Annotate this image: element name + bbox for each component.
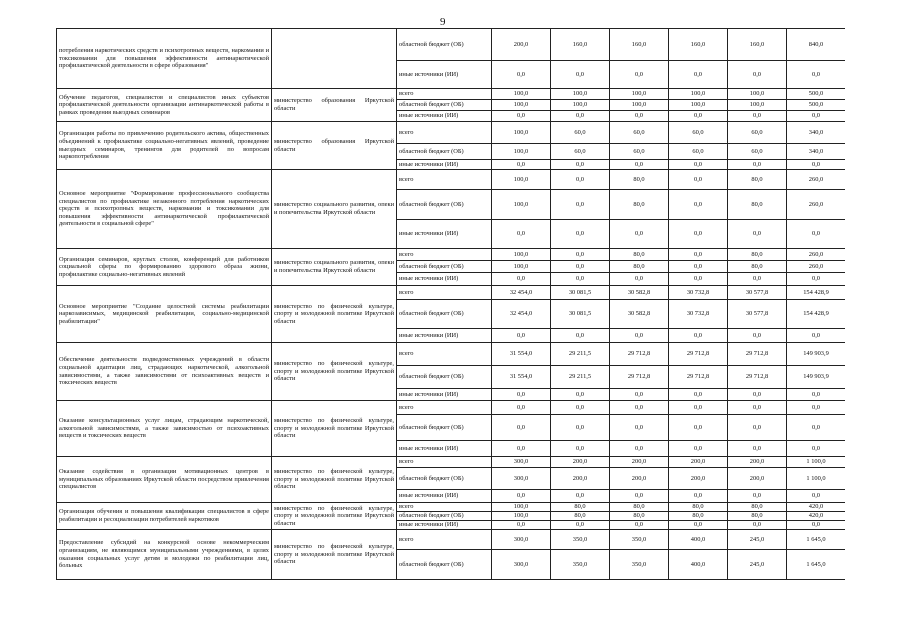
value-year-5-cell: 80,0 (728, 249, 787, 261)
value-year-3-cell: 100,0 (610, 89, 669, 100)
value-year-1-cell: 31 554,0 (492, 366, 551, 389)
value-year-4-cell: 0,0 (669, 490, 728, 503)
value-year-5-cell: 30 577,8 (728, 300, 787, 329)
value-year-2-cell: 29 211,5 (551, 343, 610, 366)
budget-table-sheet (56, 28, 845, 592)
funding-source-cell: областной бюджет (ОБ) (397, 300, 492, 329)
activity-title-cell: Оказание консультационных услуг лицам, страдающим наркотической, алкогольной зависимостями, а также зависимостью от психоактивных веществ и токсических веществ (57, 401, 272, 457)
value-total-cell: 154 428,9 (787, 286, 846, 300)
value-year-5-cell: 60,0 (728, 122, 787, 144)
value-year-4-cell: 0,0 (669, 441, 728, 457)
funding-source-cell: иные источники (ИИ) (397, 61, 492, 89)
value-year-1-cell: 300,0 (492, 457, 551, 468)
value-year-2-cell: 60,0 (551, 144, 610, 160)
funding-source-cell: иные источники (ИИ) (397, 521, 492, 530)
value-year-4-cell: 160,0 (669, 29, 728, 61)
value-year-4-cell: 0,0 (669, 329, 728, 343)
value-year-1-cell: 0,0 (492, 220, 551, 249)
value-total-cell: 154 428,9 (787, 300, 846, 329)
activity-title-cell: потребления наркотических средств и психотропных веществ, наркомании и токсикомании для повышения эффективности антинаркотической профилактической деятельности в сфере образования" (57, 29, 272, 89)
value-year-5-cell: 0,0 (728, 389, 787, 401)
funding-source-cell: областной бюджет (ОБ) (397, 512, 492, 521)
activity-title-cell: Предоставление субсидий на конкурсной основе некоммерческим организациям, не являющимся муниципальными учреждениями, в целях оказания социальных услуг детям и молодежи по реабилитации лиц, больных (57, 530, 272, 580)
value-year-4-cell: 80,0 (669, 503, 728, 512)
value-total-cell: 340,0 (787, 122, 846, 144)
funding-source-cell: всего (397, 122, 492, 144)
value-year-5-cell: 0,0 (728, 415, 787, 441)
value-year-1-cell: 100,0 (492, 100, 551, 111)
value-total-cell: 420,0 (787, 512, 846, 521)
value-year-2-cell: 0,0 (551, 249, 610, 261)
value-year-1-cell: 200,0 (492, 29, 551, 61)
value-year-1-cell: 32 454,0 (492, 286, 551, 300)
value-year-5-cell: 245,0 (728, 530, 787, 550)
value-year-3-cell: 80,0 (610, 512, 669, 521)
table-row (57, 530, 846, 550)
value-year-1-cell: 0,0 (492, 490, 551, 503)
value-total-cell: 500,0 (787, 89, 846, 100)
value-year-5-cell: 100,0 (728, 100, 787, 111)
value-year-3-cell: 80,0 (610, 190, 669, 220)
funding-source-cell: областной бюджет (ОБ) (397, 144, 492, 160)
value-total-cell: 260,0 (787, 261, 846, 273)
value-year-4-cell: 400,0 (669, 550, 728, 580)
value-year-3-cell: 350,0 (610, 550, 669, 580)
value-total-cell: 0,0 (787, 111, 846, 122)
value-year-3-cell: 0,0 (610, 441, 669, 457)
table-row (57, 457, 846, 468)
funding-source-cell: иные источники (ИИ) (397, 389, 492, 401)
funding-source-cell: всего (397, 401, 492, 415)
table-row (57, 503, 846, 512)
funding-source-cell: всего (397, 89, 492, 100)
value-total-cell: 0,0 (787, 160, 846, 170)
value-year-4-cell: 0,0 (669, 170, 728, 190)
value-year-3-cell: 60,0 (610, 144, 669, 160)
table-row (57, 343, 846, 366)
value-total-cell: 0,0 (787, 273, 846, 286)
value-year-2-cell: 0,0 (551, 401, 610, 415)
value-total-cell: 0,0 (787, 61, 846, 89)
value-year-3-cell: 0,0 (610, 61, 669, 89)
funding-source-cell: иные источники (ИИ) (397, 441, 492, 457)
funding-source-cell: областной бюджет (ОБ) (397, 550, 492, 580)
value-year-4-cell: 200,0 (669, 457, 728, 468)
value-year-5-cell: 80,0 (728, 190, 787, 220)
value-year-1-cell: 100,0 (492, 261, 551, 273)
value-year-2-cell: 0,0 (551, 389, 610, 401)
funding-source-cell: иные источники (ИИ) (397, 111, 492, 122)
executor-cell: министерство образования Иркутской области (272, 122, 397, 170)
value-year-1-cell: 300,0 (492, 550, 551, 580)
value-year-5-cell: 60,0 (728, 144, 787, 160)
value-year-3-cell: 80,0 (610, 170, 669, 190)
table-row (57, 286, 846, 300)
value-year-3-cell: 0,0 (610, 329, 669, 343)
value-year-5-cell: 29 712,8 (728, 366, 787, 389)
value-year-1-cell: 100,0 (492, 122, 551, 144)
activity-title-cell: Организация семинаров, круглых столов, конференций для работников социальной сферы по формированию здорового образа жизни, профилактике социально-негативных явлений (57, 249, 272, 286)
value-year-5-cell: 0,0 (728, 220, 787, 249)
activity-title-cell: Обеспечение деятельности подведомственных учреждений в области социальной адаптации лиц, страдающих наркотической, алкогольной зависимостями, а также зависимостями от психоактивных веществ и токсических веществ (57, 343, 272, 401)
value-year-5-cell: 0,0 (728, 521, 787, 530)
value-year-3-cell: 80,0 (610, 249, 669, 261)
value-year-3-cell: 200,0 (610, 468, 669, 490)
value-year-4-cell: 29 712,8 (669, 343, 728, 366)
value-year-4-cell: 0,0 (669, 401, 728, 415)
value-year-4-cell: 0,0 (669, 111, 728, 122)
value-year-2-cell: 0,0 (551, 170, 610, 190)
funding-source-cell: областной бюджет (ОБ) (397, 261, 492, 273)
value-year-1-cell: 0,0 (492, 521, 551, 530)
table-row (57, 170, 846, 190)
value-total-cell: 0,0 (787, 490, 846, 503)
value-year-2-cell: 80,0 (551, 503, 610, 512)
value-total-cell: 260,0 (787, 170, 846, 190)
value-year-2-cell: 0,0 (551, 111, 610, 122)
funding-source-cell: всего (397, 170, 492, 190)
funding-source-cell: всего (397, 249, 492, 261)
value-year-3-cell: 80,0 (610, 261, 669, 273)
value-year-1-cell: 100,0 (492, 190, 551, 220)
value-year-5-cell: 160,0 (728, 29, 787, 61)
funding-source-cell: иные источники (ИИ) (397, 220, 492, 249)
value-year-5-cell: 80,0 (728, 503, 787, 512)
value-year-2-cell: 0,0 (551, 190, 610, 220)
value-year-1-cell: 0,0 (492, 160, 551, 170)
value-year-1-cell: 0,0 (492, 329, 551, 343)
value-year-4-cell: 0,0 (669, 61, 728, 89)
executor-cell: министерство по физической культуре, спорту и молодежной политике Иркутской области (272, 401, 397, 457)
value-year-4-cell: 0,0 (669, 415, 728, 441)
value-year-2-cell: 0,0 (551, 220, 610, 249)
value-year-2-cell: 0,0 (551, 329, 610, 343)
value-year-4-cell: 0,0 (669, 249, 728, 261)
value-year-1-cell: 0,0 (492, 61, 551, 89)
value-year-2-cell: 30 081,5 (551, 286, 610, 300)
value-year-5-cell: 0,0 (728, 273, 787, 286)
executor-cell: министерство по физической культуре, спорту и молодежной политике Иркутской области (272, 343, 397, 401)
executor-cell: министерство по физической культуре, спорту и молодежной политике Иркутской области (272, 286, 397, 343)
executor-cell: министерство социального развития, опеки и попечительства Иркутской области (272, 249, 397, 286)
value-year-2-cell: 0,0 (551, 441, 610, 457)
value-total-cell: 0,0 (787, 521, 846, 530)
value-total-cell: 260,0 (787, 190, 846, 220)
value-year-2-cell: 100,0 (551, 89, 610, 100)
value-year-2-cell: 160,0 (551, 29, 610, 61)
value-year-1-cell: 100,0 (492, 512, 551, 521)
value-year-4-cell: 0,0 (669, 389, 728, 401)
value-total-cell: 500,0 (787, 100, 846, 111)
value-total-cell: 1 100,0 (787, 468, 846, 490)
executor-cell: министерство по физической культуре, спорту и молодежной политике Иркутской области (272, 503, 397, 530)
value-year-3-cell: 350,0 (610, 530, 669, 550)
funding-source-cell: иные источники (ИИ) (397, 329, 492, 343)
value-year-2-cell: 0,0 (551, 261, 610, 273)
value-total-cell: 840,0 (787, 29, 846, 61)
value-year-3-cell: 0,0 (610, 389, 669, 401)
value-total-cell: 0,0 (787, 220, 846, 249)
value-year-2-cell: 80,0 (551, 512, 610, 521)
value-year-5-cell: 30 577,8 (728, 286, 787, 300)
value-year-2-cell: 350,0 (551, 550, 610, 580)
value-year-1-cell: 0,0 (492, 273, 551, 286)
value-total-cell: 0,0 (787, 441, 846, 457)
value-year-3-cell: 0,0 (610, 160, 669, 170)
value-year-3-cell: 30 582,8 (610, 286, 669, 300)
executor-cell: министерство по физической культуре, спорту и молодежной политике Иркутской области (272, 530, 397, 580)
value-year-5-cell: 245,0 (728, 550, 787, 580)
value-year-3-cell: 160,0 (610, 29, 669, 61)
value-year-3-cell: 0,0 (610, 111, 669, 122)
value-year-3-cell: 100,0 (610, 100, 669, 111)
value-year-5-cell: 0,0 (728, 160, 787, 170)
value-year-5-cell: 100,0 (728, 89, 787, 100)
funding-source-cell: областной бюджет (ОБ) (397, 100, 492, 111)
table-row (57, 249, 846, 261)
value-year-2-cell: 200,0 (551, 468, 610, 490)
value-year-1-cell: 300,0 (492, 530, 551, 550)
value-year-3-cell: 0,0 (610, 220, 669, 249)
value-year-2-cell: 29 211,5 (551, 366, 610, 389)
value-year-3-cell: 80,0 (610, 503, 669, 512)
value-year-2-cell: 0,0 (551, 160, 610, 170)
value-year-3-cell: 0,0 (610, 415, 669, 441)
page-number: 9 (440, 16, 446, 28)
value-total-cell: 0,0 (787, 401, 846, 415)
executor-cell (272, 29, 397, 89)
value-year-4-cell: 60,0 (669, 144, 728, 160)
activity-title-cell: Организация обучения и повышения квалификации специалистов в сфере реабилитации и ресоциализации потребителей наркотиков (57, 503, 272, 530)
value-year-3-cell: 0,0 (610, 521, 669, 530)
value-total-cell: 0,0 (787, 329, 846, 343)
value-year-1-cell: 0,0 (492, 111, 551, 122)
value-year-2-cell: 0,0 (551, 490, 610, 503)
activity-title-cell: Обучение педагогов, специалистов и специалистов иных субъектов профилактической деятельности организации антинаркотической работы в рамках проведения выездных семинаров (57, 89, 272, 122)
funding-source-cell: всего (397, 503, 492, 512)
funding-source-cell: областной бюджет (ОБ) (397, 468, 492, 490)
value-total-cell: 1 645,0 (787, 530, 846, 550)
value-year-1-cell: 0,0 (492, 441, 551, 457)
value-year-4-cell: 80,0 (669, 512, 728, 521)
value-year-1-cell: 31 554,0 (492, 343, 551, 366)
value-year-3-cell: 30 582,8 (610, 300, 669, 329)
value-year-4-cell: 29 712,8 (669, 366, 728, 389)
value-year-1-cell: 100,0 (492, 249, 551, 261)
value-total-cell: 0,0 (787, 389, 846, 401)
value-year-5-cell: 0,0 (728, 329, 787, 343)
table-row (57, 29, 846, 61)
value-total-cell: 260,0 (787, 249, 846, 261)
value-year-2-cell: 0,0 (551, 415, 610, 441)
value-total-cell: 420,0 (787, 503, 846, 512)
value-year-1-cell: 0,0 (492, 415, 551, 441)
budget-table (56, 28, 845, 580)
value-year-4-cell: 0,0 (669, 160, 728, 170)
value-year-1-cell: 100,0 (492, 503, 551, 512)
value-year-5-cell: 80,0 (728, 170, 787, 190)
executor-cell: министерство по физической культуре, спорту и молодежной политике Иркутской области (272, 457, 397, 503)
table-row (57, 401, 846, 415)
value-year-4-cell: 30 732,8 (669, 286, 728, 300)
executor-cell: министерство образования Иркутской области (272, 89, 397, 122)
value-total-cell: 340,0 (787, 144, 846, 160)
value-total-cell: 1 100,0 (787, 457, 846, 468)
value-year-4-cell: 30 732,8 (669, 300, 728, 329)
funding-source-cell: областной бюджет (ОБ) (397, 366, 492, 389)
value-year-5-cell: 80,0 (728, 261, 787, 273)
value-year-2-cell: 0,0 (551, 521, 610, 530)
value-year-5-cell: 29 712,8 (728, 343, 787, 366)
value-year-4-cell: 400,0 (669, 530, 728, 550)
value-year-1-cell: 100,0 (492, 144, 551, 160)
value-year-5-cell: 0,0 (728, 111, 787, 122)
value-year-1-cell: 0,0 (492, 401, 551, 415)
value-year-3-cell: 0,0 (610, 401, 669, 415)
funding-source-cell: иные источники (ИИ) (397, 273, 492, 286)
value-year-4-cell: 0,0 (669, 220, 728, 249)
value-year-5-cell: 0,0 (728, 441, 787, 457)
value-year-1-cell: 300,0 (492, 468, 551, 490)
funding-source-cell: областной бюджет (ОБ) (397, 29, 492, 61)
value-year-1-cell: 32 454,0 (492, 300, 551, 329)
value-total-cell: 0,0 (787, 415, 846, 441)
value-year-5-cell: 0,0 (728, 401, 787, 415)
value-year-4-cell: 100,0 (669, 89, 728, 100)
value-year-1-cell: 100,0 (492, 170, 551, 190)
funding-source-cell: областной бюджет (ОБ) (397, 415, 492, 441)
funding-source-cell: всего (397, 530, 492, 550)
value-year-1-cell: 100,0 (492, 89, 551, 100)
activity-title-cell: Основное мероприятие "Создание целостной системы реабилитации наркозависимых, медицинской реабилитации, социально-медицинской реабилитации" (57, 286, 272, 343)
table-row (57, 89, 846, 100)
value-year-4-cell: 0,0 (669, 190, 728, 220)
value-year-2-cell: 100,0 (551, 100, 610, 111)
funding-source-cell: областной бюджет (ОБ) (397, 190, 492, 220)
value-year-5-cell: 200,0 (728, 468, 787, 490)
value-total-cell: 1 645,0 (787, 550, 846, 580)
value-year-3-cell: 29 712,8 (610, 343, 669, 366)
value-year-2-cell: 350,0 (551, 530, 610, 550)
value-year-5-cell: 200,0 (728, 457, 787, 468)
value-year-5-cell: 80,0 (728, 512, 787, 521)
value-year-3-cell: 0,0 (610, 490, 669, 503)
activity-title-cell: Оказание содействия в организации мотивационных центров в муниципальных образованиях Иркутской области посредством привлечения специалистов (57, 457, 272, 503)
activity-title-cell: Основное мероприятие "Формирование профессионального сообщества специалистов по профилактике незаконного потребления наркотических средств и психотропных веществ, наркомании и токсикомании для повышения эффективности антинаркотической профилактической деятельности в социальной сфере" (57, 170, 272, 249)
funding-source-cell: всего (397, 457, 492, 468)
value-year-2-cell: 0,0 (551, 61, 610, 89)
value-year-2-cell: 0,0 (551, 273, 610, 286)
value-year-4-cell: 100,0 (669, 100, 728, 111)
value-year-4-cell: 60,0 (669, 122, 728, 144)
value-year-3-cell: 200,0 (610, 457, 669, 468)
executor-cell: министерство социального развития, опеки и попечительства Иркутской области (272, 170, 397, 249)
funding-source-cell: всего (397, 343, 492, 366)
value-year-4-cell: 0,0 (669, 261, 728, 273)
value-year-1-cell: 0,0 (492, 389, 551, 401)
value-total-cell: 149 903,9 (787, 366, 846, 389)
funding-source-cell: иные источники (ИИ) (397, 490, 492, 503)
value-year-4-cell: 0,0 (669, 521, 728, 530)
value-year-4-cell: 0,0 (669, 273, 728, 286)
value-year-5-cell: 0,0 (728, 61, 787, 89)
value-year-2-cell: 200,0 (551, 457, 610, 468)
value-year-2-cell: 60,0 (551, 122, 610, 144)
value-year-2-cell: 30 081,5 (551, 300, 610, 329)
value-year-3-cell: 0,0 (610, 273, 669, 286)
value-year-3-cell: 29 712,8 (610, 366, 669, 389)
value-total-cell: 149 903,9 (787, 343, 846, 366)
value-year-5-cell: 0,0 (728, 490, 787, 503)
table-row (57, 122, 846, 144)
funding-source-cell: всего (397, 286, 492, 300)
activity-title-cell: Организация работы по привлечению родительского актива, общественных объединений к профилактике социально-негативных явлений, проведение выездных семинаров, тренингов для родителей по вопросам наркопотребления (57, 122, 272, 170)
value-year-3-cell: 60,0 (610, 122, 669, 144)
funding-source-cell: иные источники (ИИ) (397, 160, 492, 170)
value-year-4-cell: 200,0 (669, 468, 728, 490)
